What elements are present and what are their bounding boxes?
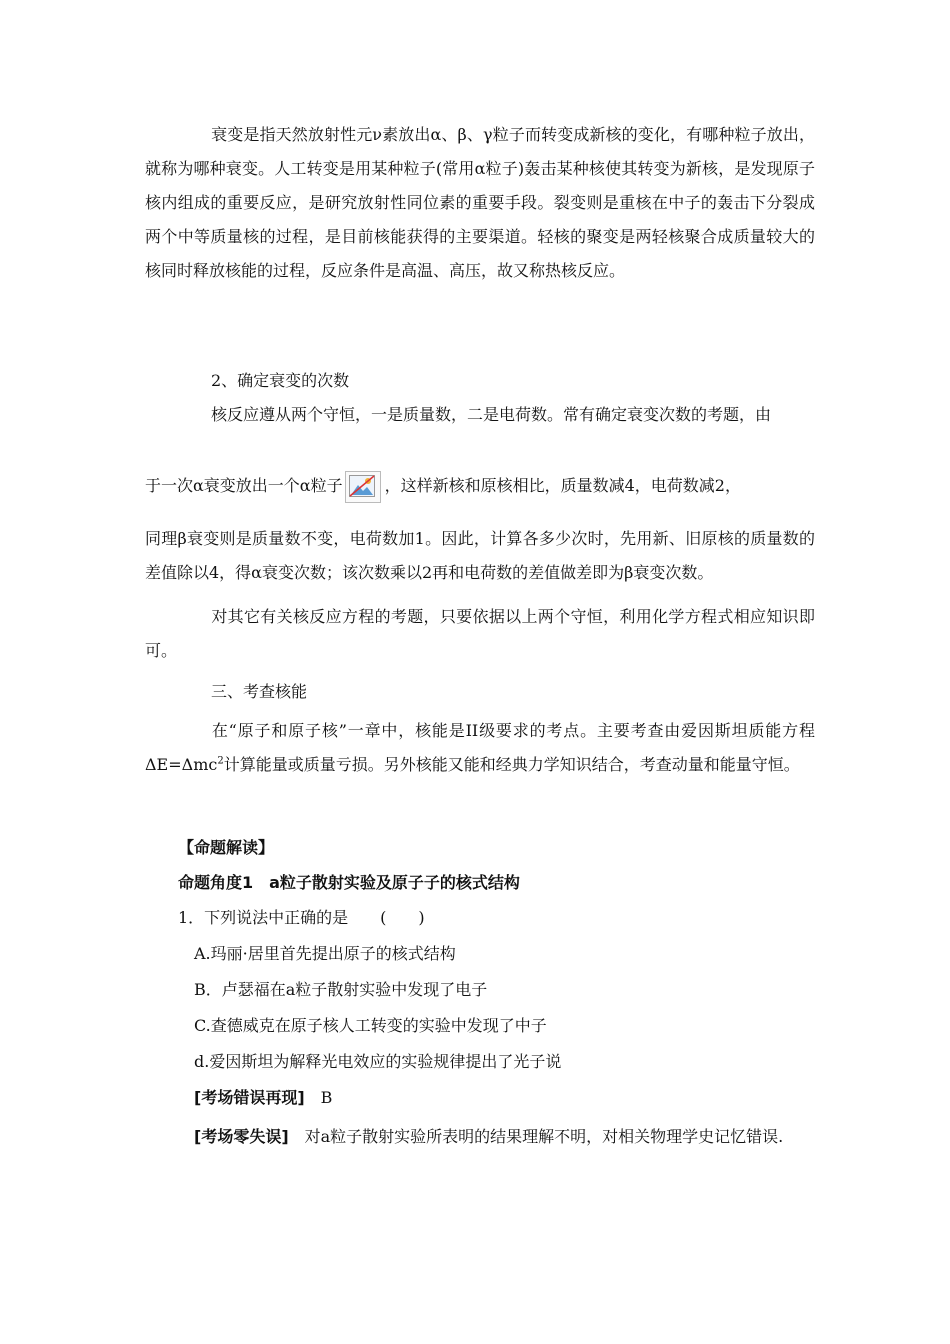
text-segment: 在“原子和原子核”一章中，核能是II级要求的考点。主要考查由爱因斯坦质能方程ΔE=Δmc (145, 721, 815, 774)
option-b: B．卢瑟福在a粒子散射实验中发现了电子 (194, 980, 488, 999)
superscript: 2 (217, 755, 224, 767)
error-reproduction (194, 1086, 332, 1110)
subheading-nuclear-energy: 三、考查核能 (211, 682, 308, 701)
option-d: d.爱因斯坦为解释光电效应的实验规律提出了光子说 (194, 1052, 562, 1071)
zero-error-text: 对a粒子散射实验所表明的结果理解不明，对相关物理学史记忆错误. (304, 1127, 784, 1146)
text-segment: 于一次α衰变放出一个α粒子 (145, 476, 343, 495)
zero-error-label: [考场零失误] (194, 1127, 289, 1146)
zero-error-paragraph (145, 1120, 815, 1154)
paragraph-beta-decay: 同理β衰变则是质量数不变，电荷数加1。因此，计算各多少次时，先用新、旧原核的质量数的差值除以4，得α衰变次数；该次数乘以2再和电荷数的差值做差即为β衰变次数。 (145, 529, 815, 582)
paragraph-other-equations (145, 600, 815, 668)
broken-image-icon (345, 471, 381, 503)
text-segment: 计算能量或质量亏损。另外核能又能和经典力学知识结合，考查动量和能量守恒。 (223, 755, 800, 774)
paragraph-text: 对其它有关核反应方程的考题，只要依据以上两个守恒，利用化学方程式相应知识即可。 (145, 607, 815, 660)
paragraph-alpha-decay (145, 470, 741, 503)
option-c: C.查德威克在原子核人工转变的实验中发现了中子 (194, 1016, 547, 1035)
error-label: [考场错误再现] (194, 1088, 305, 1107)
paragraph-decay-types (145, 118, 815, 288)
text-segment: ，这样新核和原核相比，质量数减4，电荷数减2， (384, 476, 741, 495)
subheading-decay-count: 2、确定衰变的次数 (211, 371, 350, 390)
section-title: 【命题解读】 (178, 838, 275, 857)
paragraph-mass-energy (145, 714, 815, 782)
proposition-angle: 命题角度1 a粒子散射实验及原子子的核式结构 (178, 873, 520, 892)
option-a: A.玛丽·居里首先提出原子的核式结构 (194, 944, 456, 963)
paragraph-conservation: 核反应遵从两个守恒，一是质量数，二是电荷数。常有确定衰变次数的考题，由 (211, 405, 772, 424)
question-stem: 1．下列说法中正确的是 ( ) (178, 908, 425, 927)
paragraph-text: 衰变是指天然放射性元ν素放出α、β、γ粒子而转变成新核的变化，有哪种粒子放出，就称为哪种衰变。人工转变是用某种粒子(常用α粒子)轰击某种核使其转变为新核，是发现原子核内组成的重要反应，是研究放射性同位素的重要手段。裂变则是重核在中子的轰击下分裂成两个中等质量核的过程，是目前核能获得的主要渠道。轻核的聚变是两轻核聚合成质量较大的核同时释放核能的过程，反应条件是高温、高压，故又称热核反应。 (145, 125, 815, 280)
error-answer: B (320, 1088, 333, 1107)
